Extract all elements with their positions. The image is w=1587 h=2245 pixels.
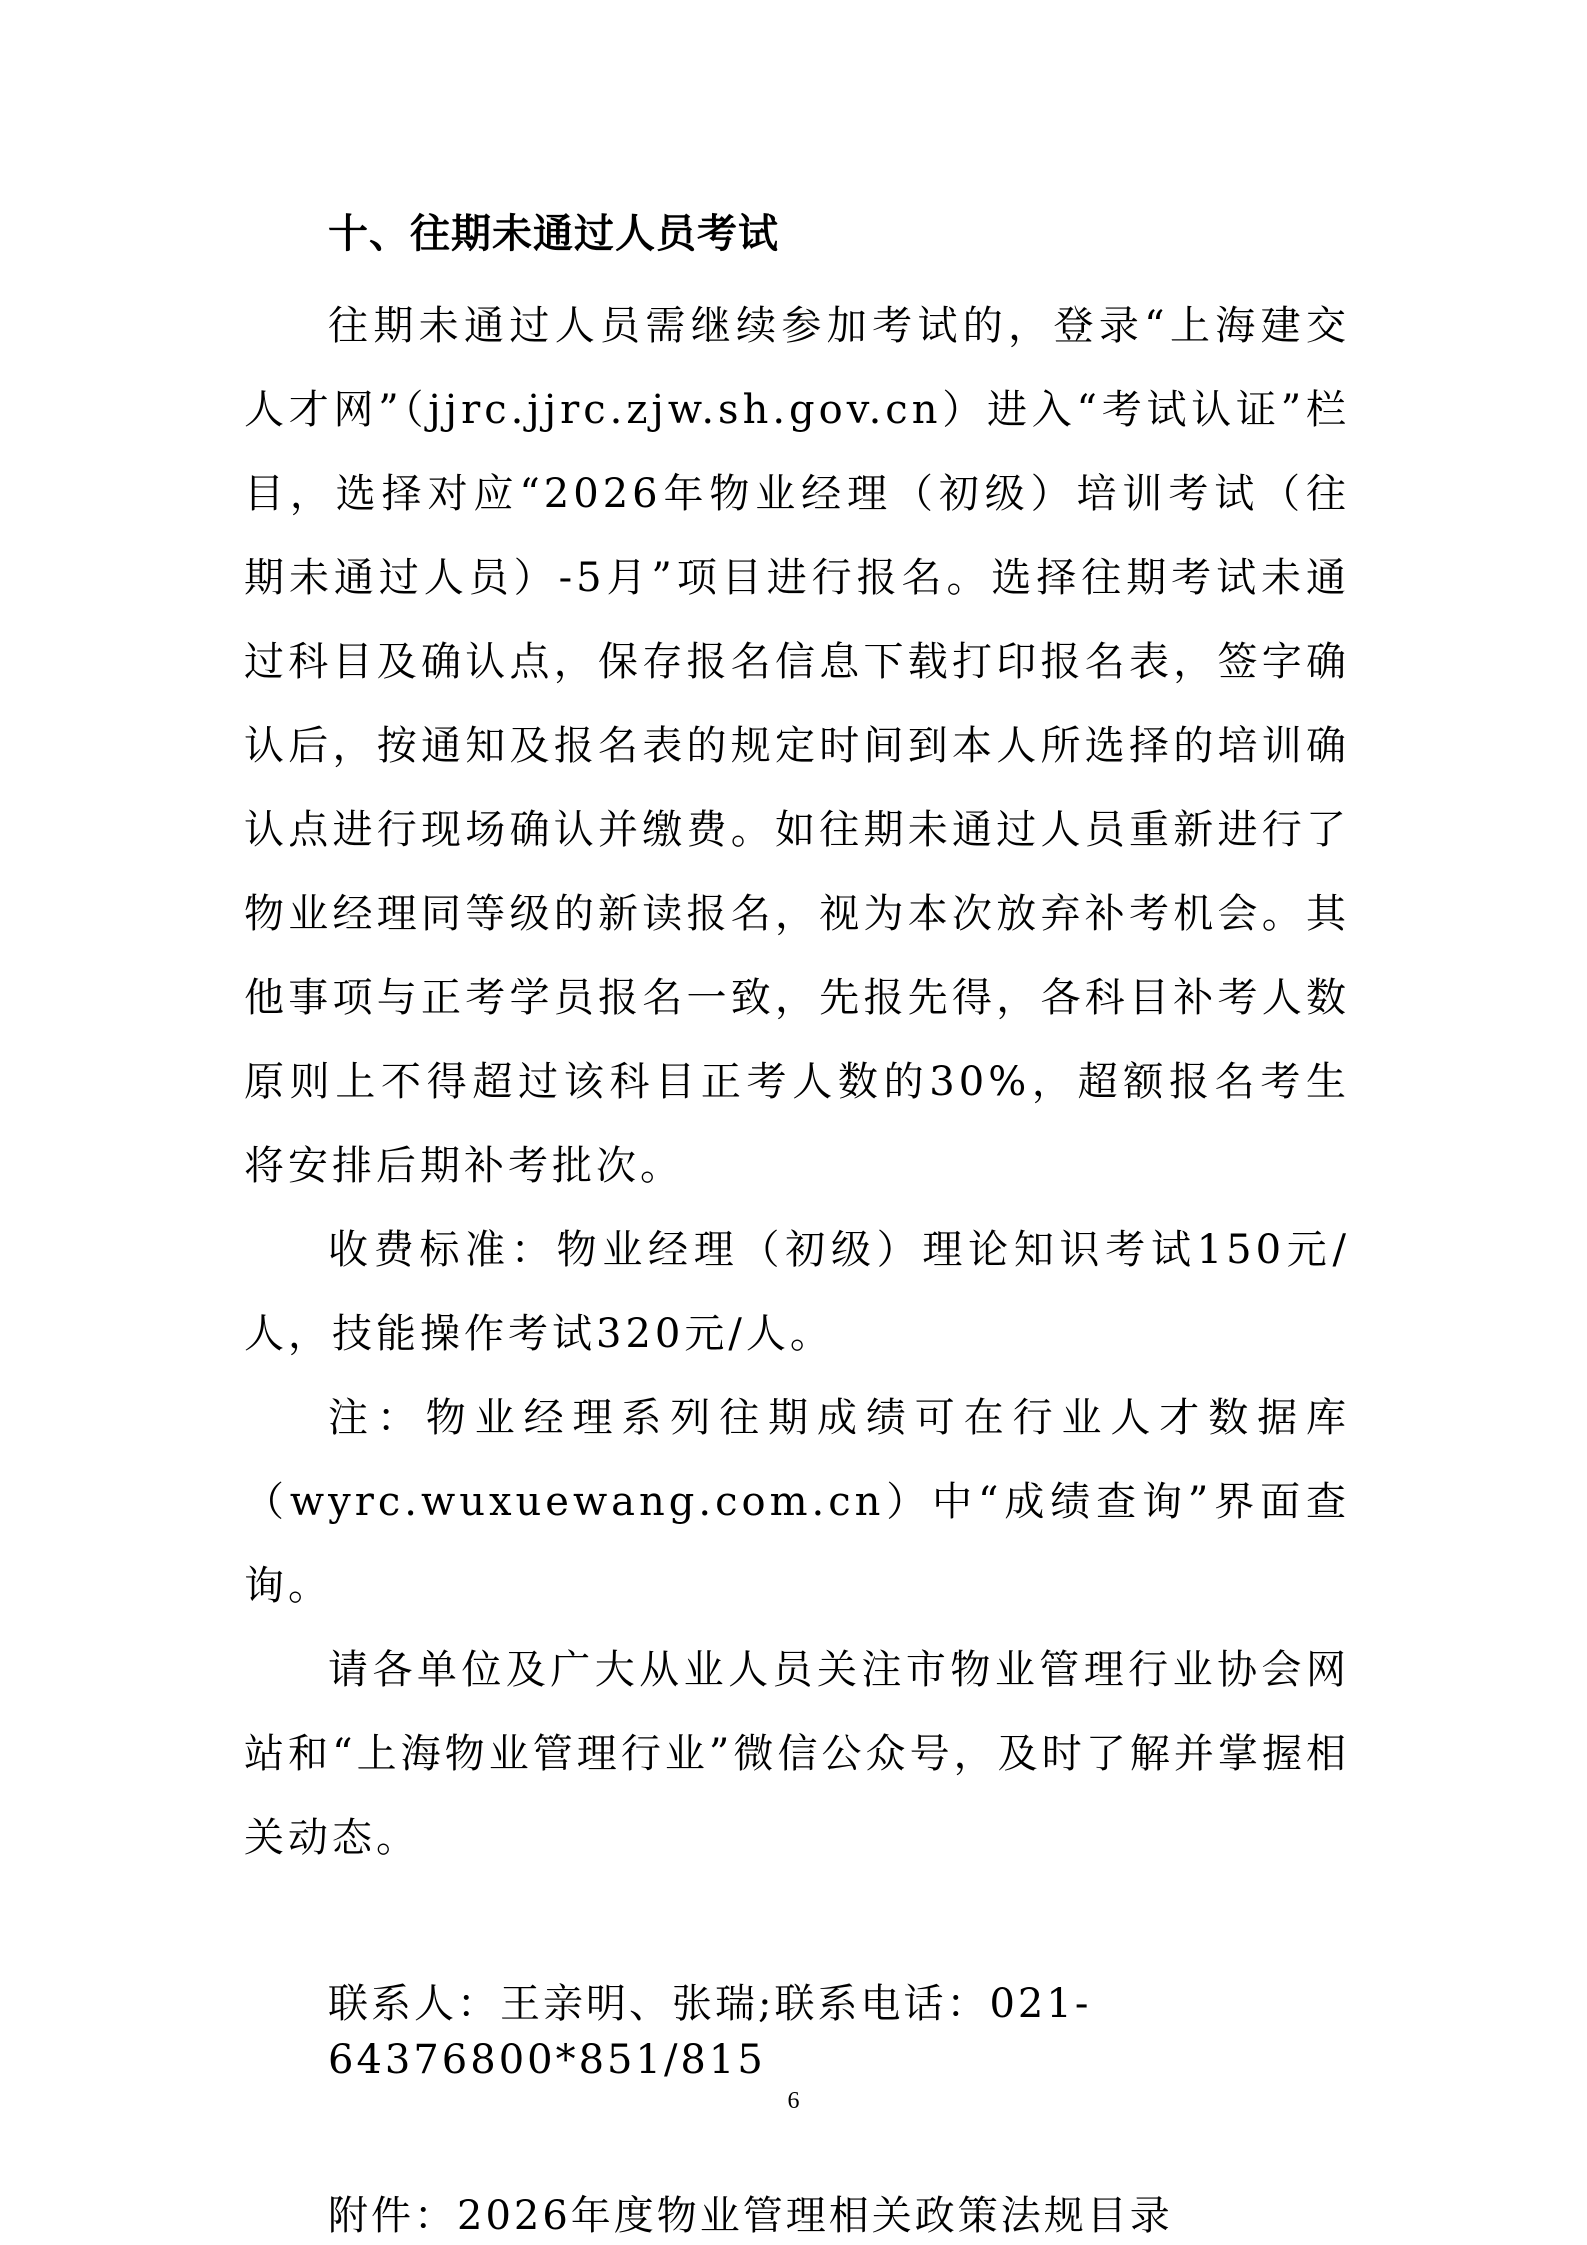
section-heading: 十、往期未通过人员考试	[328, 211, 779, 257]
page-number: 6	[787, 2088, 800, 2114]
attachment-line: 附件：2026年度物业管理相关政策法规目录	[328, 2193, 1173, 2239]
paragraph-registration: 往期未通过人员需继续参加考试的，登录“上海建交人才网”（jjrc.jjrc.zjw.sh.gov.cn）进入“考试认证”栏目，选择对应“2026年物业经理（初级）培训考试（往期未通过人员）-5月”项目进行报名。选择往期考试未通过科目及确认点，保存报名信息下载打印报名表，签字确认后，按通知及报名表的规定时间到本人所选择的培训确认点进行现场确认并缴费。如往期未通过人员重新进行了物业经理同等级的新读报名，视为本次放弃补考机会。其他事项与正考学员报名一致，先报先得，各科目补考人数原则上不得超过该科目正考人数的30%，超额报名考生将安排后期补考批次。	[244, 303, 1350, 1189]
paragraph-notice: 请各单位及广大从业人员关注市物业管理行业协会网站和“上海物业管理行业”微信公众号，及时了解并掌握相关动态。	[244, 1647, 1350, 1861]
contact-line: 联系人：王亲明、张瑞;联系电话：021-64376800*851/815	[328, 1981, 1092, 2083]
page-body	[244, 206, 1350, 2244]
paragraph-note: 注：物业经理系列往期成绩可在行业人才数据库（wyrc.wuxuewang.com.cn）中“成绩查询”界面查询。	[244, 1395, 1350, 1609]
paragraph-fees: 收费标准：物业经理（初级）理论知识考试150元/人，技能操作考试320元/人。	[244, 1227, 1350, 1357]
